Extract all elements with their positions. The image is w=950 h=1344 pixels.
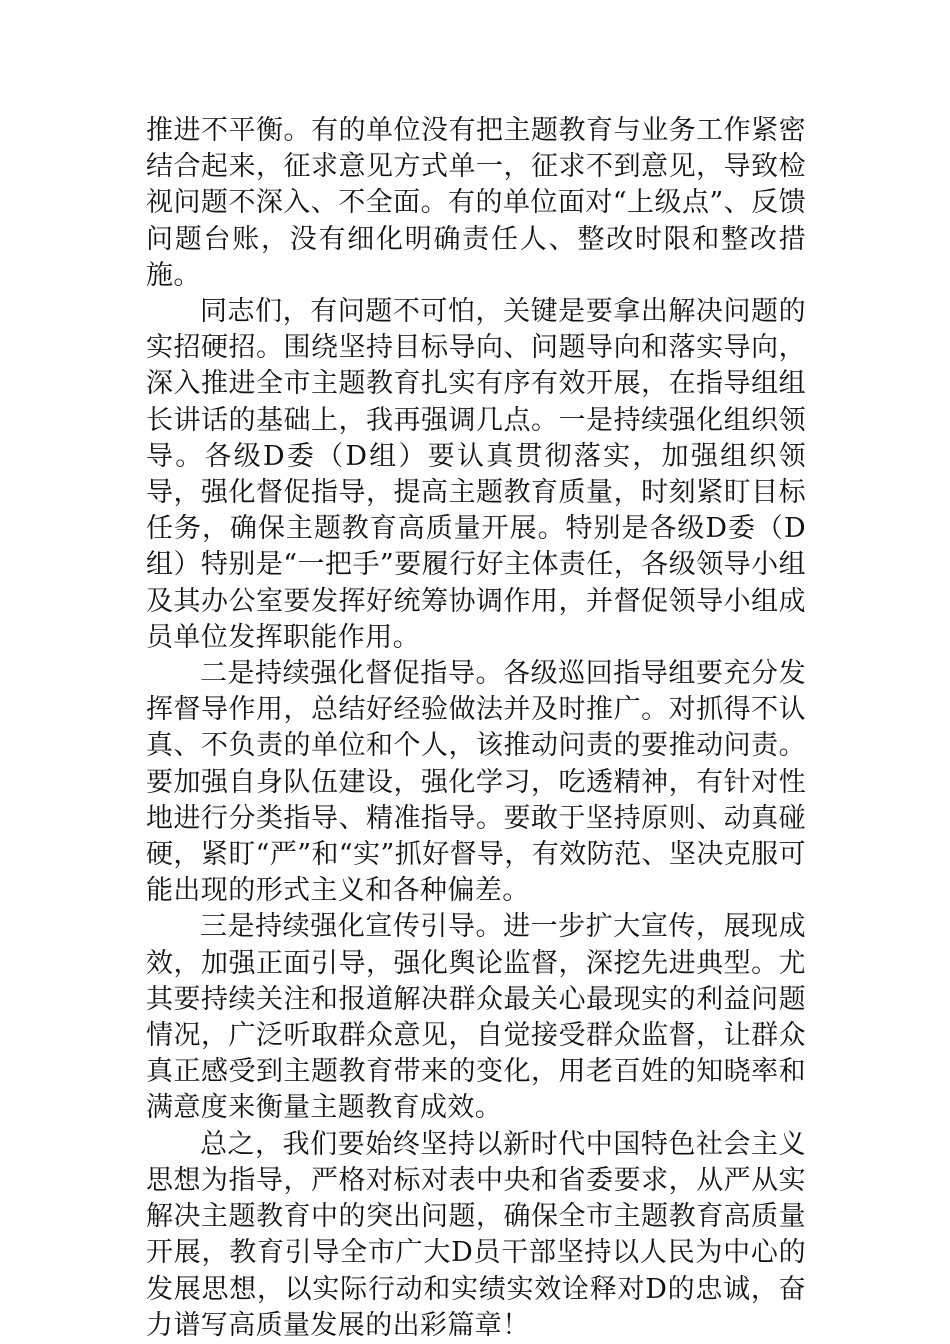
paragraph-5: 总之，我们要始终坚持以新时代中国特色社会主义思想为指导，严格对标对表中央和省委要求，从严从实解决主题教育中的突出问题，确保全市主题教育高质量开展，教育引导全市广大D员干部坚持以人民为中心的发展思想，以实际行动和实绩实效诠释对D的忠诚，奋力谱写高质量发展的出彩篇章！ [146,1128,806,1341]
paragraph-2: 同志们，有问题不可怕，关键是要拿出解决问题的实招硬招。围绕坚持目标导向、问题导向和落实导向，深入推进全市主题教育扎实有序有效开展，在指导组组长讲话的基础上，我再强调几点。一是持续强化组织领导。各级D委（D组）要认真贯彻落实，加强组织领导，强化督促指导，提高主题教育质量，时刻紧盯目标任务，确保主题教育高质量开展。特别是各级D委（D组）特别是“一把手”要履行好主体责任，各级领导小组及其办公室要发挥好统筹协调作用，并督促领导小组成员单位发挥职能作用。 [146,296,806,653]
paragraph-3: 二是持续强化督促指导。各级巡回指导组要充分发挥督导作用，总结好经验做法并及时推广。对抓得不认真、不负责的单位和个人，该推动问责的要推动问责。要加强自身队伍建设，强化学习，吃透精神，有针对性地进行分类指导、精准指导。要敢于坚持原则、动真碰硬，紧盯“严”和“实”抓好督导，有效防范、坚决克服可能出现的形式主义和各种偏差。 [146,658,806,907]
document-body [146,113,806,1344]
paragraph-1: 推进不平衡。有的单位没有把主题教育与业务工作紧密结合起来，征求意见方式单一，征求不到意见，导致检视问题不深入、不全面。有的单位面对“上级点”、反馈问题台账，没有细化明确责任人、整改时限和整改措施。 [146,115,806,291]
paragraph-4: 三是持续强化宣传引导。进一步扩大宣传，展现成效，加强正面引导，强化舆论监督，深挖先进典型。尤其要持续关注和报道解决群众最关心最现实的利益问题情况，广泛听取群众意见，自觉接受群众监督，让群众真正感受到主题教育带来的变化，用老百姓的知晓率和满意度来衡量主题教育成效。 [146,911,806,1124]
